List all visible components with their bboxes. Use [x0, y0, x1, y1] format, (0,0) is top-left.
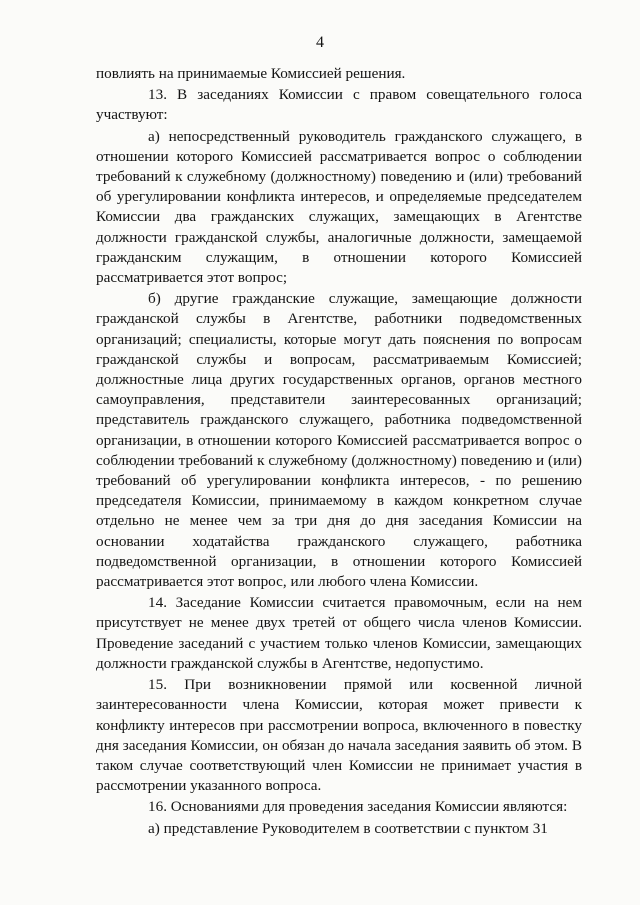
paragraph-continuation: повлиять на принимаемые Комиссией решения.	[96, 65, 406, 82]
paragraph-14: 14. Заседание Комиссии считается правомочным, если на нем присутствует не менее двух третей от общего числа членов Комиссии. Проведение заседаний с участием только членов Комиссии, замещающих должности гражданской службы в Агентстве, недопустимо.	[96, 594, 582, 672]
paragraph-13: 13. В заседаниях Комиссии с правом совещательного голоса участвуют:	[96, 86, 582, 124]
paragraph-16a: а) представление Руководителем в соответствии с пунктом 31	[148, 819, 548, 837]
paragraph-16: 16. Основаниями для проведения заседания Комиссии являются:	[148, 798, 568, 816]
paragraph-13a: а) непосредственный руководитель гражданского служащего, в отношении которого Комиссией рассматривается вопрос о соблюдении требований к служебному (должностному) поведению и (или) требований об урегулировании конфликта интересов, и определяемые председателем Комиссии два гражданских служащих, замещающих в Агентстве должности гражданской службы, аналогичные должности, замещаемой гражданским служащим, в отношении которого Комиссией рассматривается этот вопрос;	[96, 127, 582, 287]
page-number: 4	[316, 34, 324, 51]
paragraph-13b: б) другие гражданские служащие, замещающие должности гражданской службы в Агентстве, работники подведомственных организаций; специалисты, которые могут дать пояснения по вопросам гражданской службы и вопросам, рассматриваемым Комиссией; должностные лица других государственных органов, органов местного самоуправления, представители заинтересованных организаций; представитель гражданского служащего, работника подведомственной организации, в отношении которого Комиссией рассматривается вопрос о соблюдении требований к служебному (должностному) поведению и (или) требований об урегулировании конфликта интересов, - по решению председателя Комиссии, принимаемому в каждом конкретном случае отдельно не менее чем за три дня до дня заседания Комиссии на основании ходатайства гражданского служащего, работника подведомственной организации, в отношении которого Комиссией рассматривается этот вопрос, или любого члена Комиссии.	[96, 290, 582, 591]
paragraph-15: 15. При возникновении прямой или косвенной личной заинтересованности члена Комиссии, которая может привести к конфликту интересов при рассмотрении вопроса, включенного в повестку дня заседания Комиссии, он обязан до начала заседания заявить об этом. В таком случае соответствующий член Комиссии не принимает участия в рассмотрении указанного вопроса.	[96, 676, 582, 795]
document-body	[96, 64, 582, 839]
